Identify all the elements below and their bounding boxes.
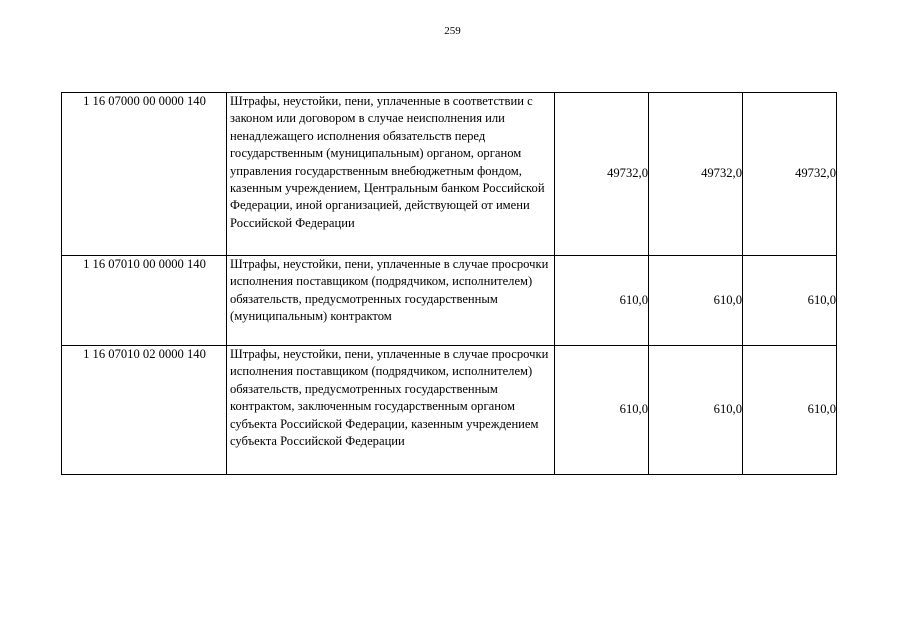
amount-cell-2: 610,0 — [649, 346, 743, 475]
table-row — [62, 93, 837, 256]
amount-cell-2: 49732,0 — [649, 93, 743, 256]
amount-cell-1: 610,0 — [555, 256, 649, 346]
amount-cell-3: 49732,0 — [743, 93, 837, 256]
amount-cell-1: 49732,0 — [555, 93, 649, 256]
table-row — [62, 256, 837, 346]
budget-name-cell: Штрафы, неустойки, пени, уплаченные в соответствии с законом или договором в случае неисполнения или ненадлежащего исполнения обязательств перед государственным (муниципальным) органом, органом управления государственным внебюджетным фондом, казенным учреждением, Центральным банком Российской Федерации, иной организацией, действующей от имени Российской Федерации — [227, 93, 555, 256]
budget-code-cell: 1 16 07000 00 0000 140 — [62, 93, 227, 256]
budget-name-cell: Штрафы, неустойки, пени, уплаченные в случае просрочки исполнения поставщиком (подрядчиком, исполнителем) обязательств, предусмотренных государственным (муниципальным) контрактом — [227, 256, 555, 346]
budget-table — [61, 92, 837, 475]
table-row — [62, 346, 837, 475]
amount-cell-2: 610,0 — [649, 256, 743, 346]
page-number: 259 — [444, 25, 461, 37]
amount-cell-3: 610,0 — [743, 256, 837, 346]
amount-cell-3: 610,0 — [743, 346, 837, 475]
budget-code-cell: 1 16 07010 02 0000 140 — [62, 346, 227, 475]
budget-code-cell: 1 16 07010 00 0000 140 — [62, 256, 227, 346]
amount-cell-1: 610,0 — [555, 346, 649, 475]
budget-name-cell: Штрафы, неустойки, пени, уплаченные в случае просрочки исполнения поставщиком (подрядчиком, исполнителем) обязательств, предусмотренных государственным контрактом, заключенным государственным органом субъекта Российской Федерации, казенным учреждением субъекта Российской Федерации — [227, 346, 555, 475]
